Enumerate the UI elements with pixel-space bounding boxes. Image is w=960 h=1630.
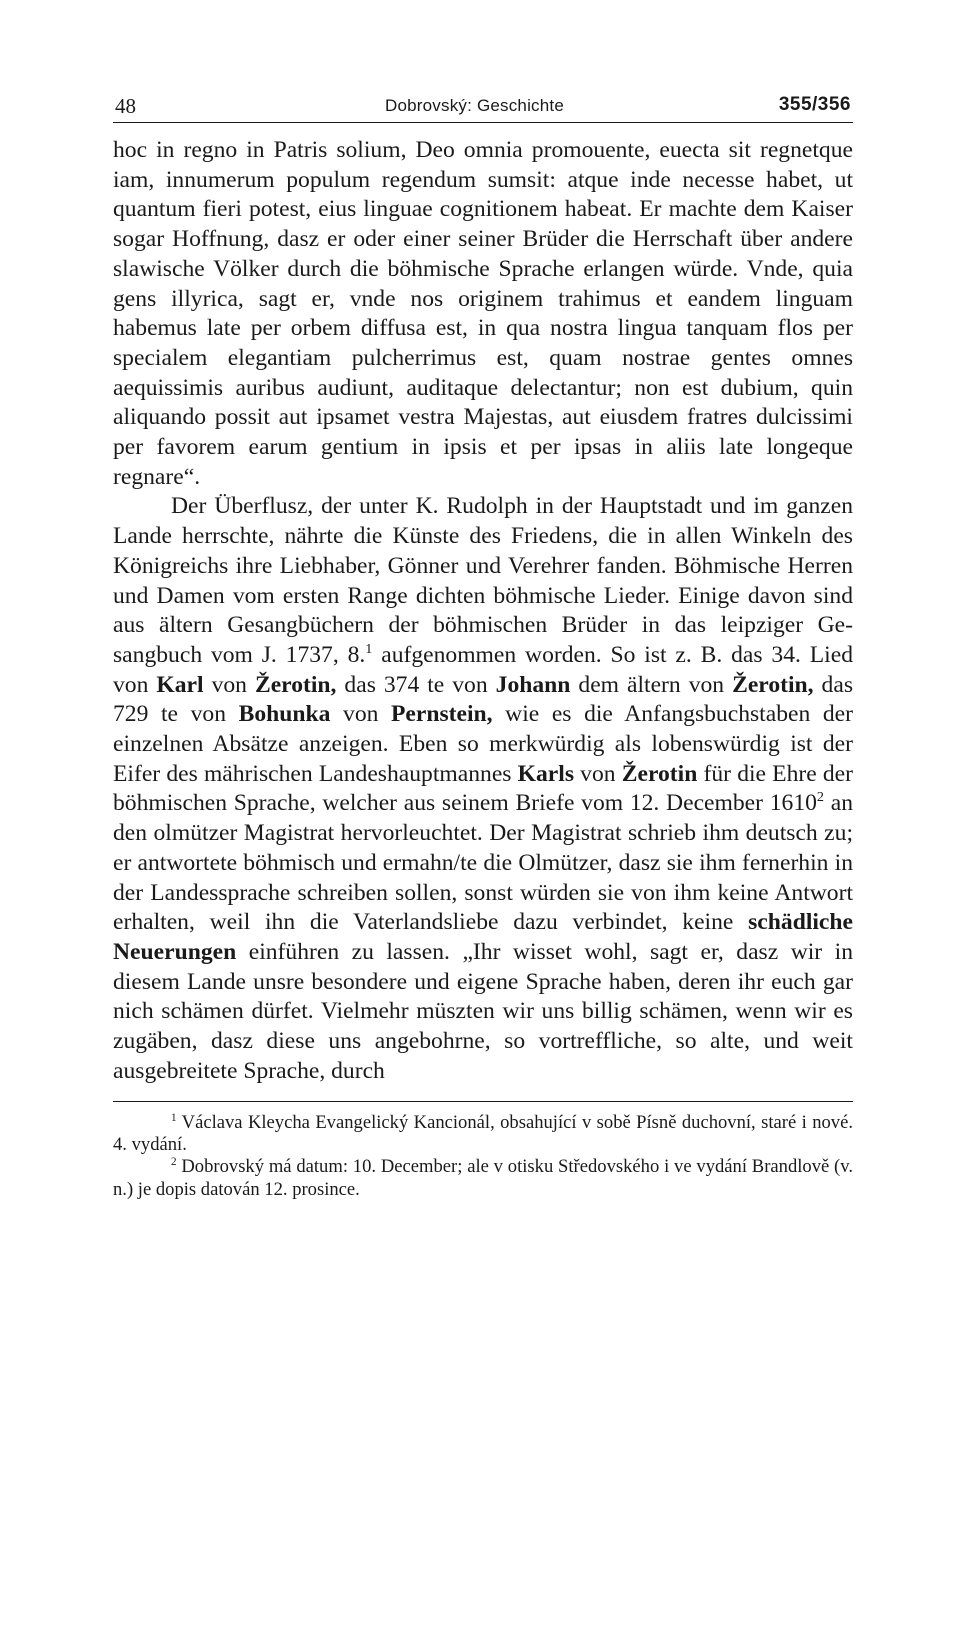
footnote-text: Václava Kleycha Evangelický Kancionál, obsahující v sobě Písně duchovní, staré i nové. 4. vydání.	[113, 1111, 853, 1155]
text-run: das 729 te von	[113, 671, 853, 728]
bold-phrase: schädliche Neuerungen	[113, 909, 853, 965]
bold-name: Karl	[156, 671, 204, 698]
footnote-1	[113, 1112, 853, 1157]
text-run: für die Ehre der böhmischen Sprache, welcher aus seinem Briefe vom 12. December 1610	[113, 760, 854, 817]
footnote-marker: 2	[171, 1156, 177, 1169]
bold-name: Žerotin,	[254, 671, 337, 698]
text-run: von	[203, 671, 255, 698]
text-run: an den olmützer Magistrat hervorleuchtet. Der Magistrat schrieb ihm deutsch zu; er antwortete böhmisch und ermahn/te die Olmützer, dasz sie ihm fernerhin in der Landessprache schreiben sollen, sonst würden sie von ihm keine Antwort erhalten, weil ihn die Vaterlandsliebe dazu verbindet, keine	[113, 790, 853, 936]
text-run: das 374 te von	[336, 671, 496, 698]
text-run: dem ältern von	[570, 671, 733, 698]
bold-name: Johann	[495, 671, 571, 698]
page-header	[113, 88, 853, 123]
footnotes	[113, 1112, 853, 1202]
text-run: von	[574, 760, 622, 787]
bold-name: Karls	[517, 760, 575, 787]
text-run: von	[330, 701, 391, 728]
text-run: wie es die Anfangsbuchstaben der einzelnen Absätze anzeigen. Eben so merkwürdig als lobenswürdig ist der Eifer des mährischen Landeshauptmannes	[113, 701, 853, 787]
text-run: einführen zu lassen. „Ihr wisset wohl, sagt er, dasz wir in diesem Lande unsre besondere und eigene Sprache haben, deren ihr euch gar nich schämen dürfet. Vielmehr müszten wir uns billig schämen, wenn wir es zugäben, dasz diese uns angebohrne, so vortreffliche, so alte, und weit ausgebreitete Sprache, durch	[113, 938, 853, 1084]
footnote-separator	[113, 1101, 853, 1102]
footnote-text: Dobrovský má datum: 10. December; ale v otisku Středovského i ve vydání Brandlově (v. n.) je dopis datován 12. prosince.	[113, 1156, 853, 1200]
text-run: Der Überflusz, der unter K. Rudolph in der Hauptstadt und im ganzen Lande herrschte, nährte die Künste des Friedens, die in allen Winkeln des Königreichs ihre Liebhaber, Gönner und Verehrer fanden. Böhmische Herren und Damen vom ersten Range dichten böhmische Lieder. Einige davon sind aus ältern Gesangbüchern der böhmischen Brüder in das leipziger Gesangbuch vom J. 1737, 8.	[113, 493, 853, 668]
footnote-2	[113, 1156, 853, 1201]
bold-name: Žerotin	[621, 760, 698, 787]
main-text	[113, 136, 853, 1087]
page-number: 48	[115, 94, 136, 118]
footnote-marker: 1	[171, 1111, 177, 1124]
bold-name: Pernstein,	[391, 701, 493, 728]
paragraph-1	[113, 136, 853, 492]
text-run: aufgenommen worden. So ist z. B. das 34. Lied von	[113, 641, 853, 698]
footnote-ref-2: 2	[816, 789, 824, 806]
paragraph-2	[113, 492, 853, 1086]
text-run: hoc in regno in Patris solium, Deo omnia promouente, euecta sit regnetque iam, innumerum populum regendum sumsit: atque inde necesse habet, ut quantum fieri potest, eius linguae cognitionem habeat. Er machte dem Kaiser sogar Hoffnung, dasz er oder einer seiner Brüder die Herrschaft über andere slawische Völker durch die böhmische Sprache erlangen würde. Vnde, quia gens illyrica, sagt er, vnde nos originem trahimus et eandem linguam habemus late per orbem diffusa est, in qua nostra lingua tanquam flos per specialem elegantiam pulcherrimus est, quam nostrae gentes omnes aequissimis auribus audiunt, auditaque delectantur; non est dubium, quin aliquando possit aut ipsamet vestra Majestas, aut eiusdem fratres dulcissimi per favorem earum gentium in ipsis et per ipsas in aliis late longeque regnare“.	[113, 137, 853, 490]
original-page-numbers: 355/356	[778, 94, 851, 115]
bold-name: Žerotin,	[732, 671, 814, 698]
running-title: Dobrovský: Geschichte	[385, 96, 564, 115]
footnote-ref-1: 1	[365, 641, 373, 658]
bold-name: Bohunka	[238, 701, 331, 728]
book-page	[113, 88, 853, 1201]
